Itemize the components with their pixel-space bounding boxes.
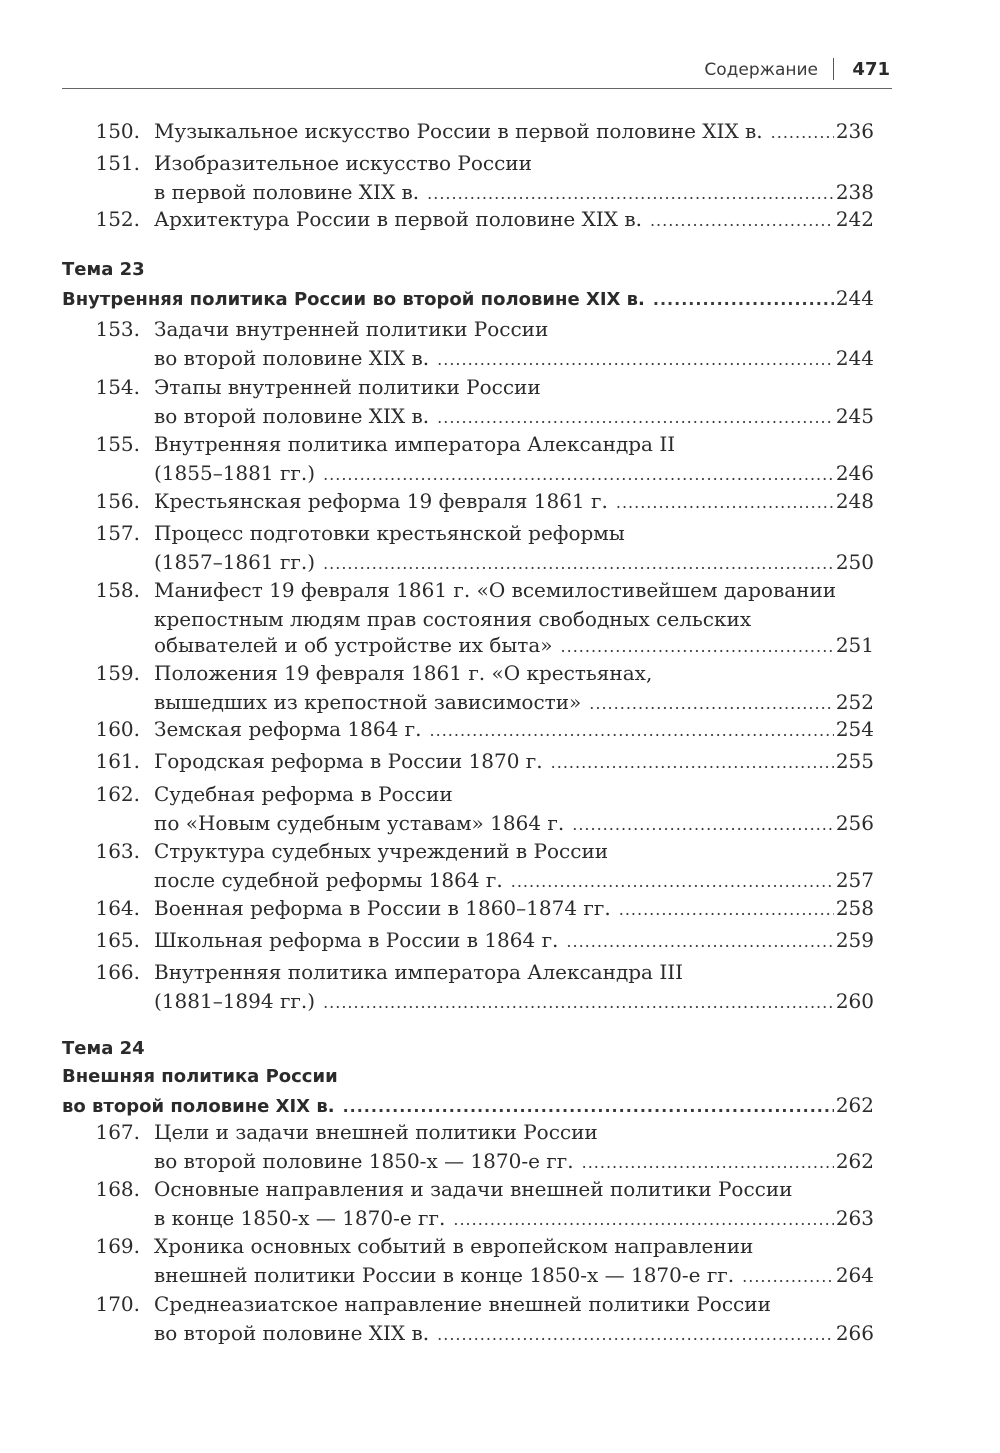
entry-number: 166. (95, 960, 140, 984)
header-separator (833, 58, 834, 80)
running-header (0, 56, 890, 88)
entry-title: внешней политики России в конце 1850-х — 1870-е гг. (154, 1263, 735, 1287)
entry-title-line (154, 345, 874, 373)
leader-dots (511, 869, 834, 895)
entry-title: Среднеазиатское направление внешней политики России (154, 1292, 771, 1316)
entry-title-line (154, 150, 874, 176)
entry-title: в конце 1850-х — 1870-е гг. (154, 1206, 446, 1230)
entry-title: во второй половине 1850-х — 1870-е гг. (154, 1149, 574, 1173)
entry-page-number: 250 (835, 550, 874, 574)
entry-title-line (154, 460, 874, 488)
leader-dots (742, 1264, 834, 1290)
entry-title-line (154, 206, 874, 234)
entry-page-number: 242 (835, 207, 874, 231)
topic-title-line (62, 1092, 874, 1120)
entry-number: 163. (95, 839, 140, 863)
entry-title-line (154, 1119, 874, 1145)
entry-title-line (154, 895, 874, 923)
entry-number: 167. (95, 1120, 140, 1144)
leader-dots (437, 405, 834, 431)
topic-title-text: Внешняя политика России (62, 1066, 338, 1087)
entry-title-line (154, 1233, 874, 1259)
entry-page-number: 263 (835, 1206, 874, 1230)
entry-number: 164. (95, 896, 140, 920)
entry-page-number: 251 (835, 633, 874, 657)
entry-number: 150. (95, 119, 140, 143)
topic-title-line (62, 1064, 762, 1090)
entry-title-line (154, 1291, 874, 1317)
entry-title-line (154, 520, 874, 546)
entry-title: Процесс подготовки крестьянской реформы (154, 521, 625, 545)
entry-title: Изобразительное искусство России (154, 151, 532, 175)
entry-title: (1857–1861 гг.) (154, 550, 316, 574)
entry-title-line (154, 781, 874, 807)
entry-title-line (154, 632, 874, 660)
entry-title: Хроника основных событий в европейском направлении (154, 1234, 754, 1258)
topic-title-line (62, 285, 874, 313)
entry-page-number: 260 (835, 989, 874, 1013)
entry-title: (1855–1881 гг.) (154, 461, 316, 485)
leader-dots (323, 551, 834, 577)
entry-title: во второй половине XIX в. (154, 404, 430, 428)
entry-number: 154. (95, 375, 140, 399)
entry-title: Школьная реформа в России в 1864 г. (154, 928, 559, 952)
entry-title-line (154, 179, 874, 207)
entry-number: 156. (95, 489, 140, 513)
entry-title-line (154, 403, 874, 431)
entry-title-line (154, 374, 874, 400)
entry-title: крепостным людям прав состояния свободных сельских (154, 607, 752, 631)
entry-page-number: 252 (835, 690, 874, 714)
entry-title-line (154, 118, 874, 146)
entry-page-number: 236 (835, 119, 874, 143)
entry-title-line (154, 1262, 874, 1290)
entry-title-line (154, 867, 874, 895)
entry-number: 159. (95, 661, 140, 685)
topic-title-text: Внутренняя политика России во второй половине XIX в. (62, 289, 645, 310)
entry-number: 168. (95, 1177, 140, 1201)
entry-number: 169. (95, 1234, 140, 1258)
entry-number: 157. (95, 521, 140, 545)
entry-title-line (154, 959, 874, 985)
leader-dots (323, 990, 834, 1016)
entry-title-line (154, 316, 874, 342)
leader-dots (453, 1207, 833, 1233)
topic-title-text: во второй половине XIX в. (62, 1096, 335, 1117)
entry-page-number: 244 (835, 346, 874, 370)
entry-number: 155. (95, 432, 140, 456)
entry-title: (1881–1894 гг.) (154, 989, 316, 1013)
entry-number: 153. (95, 317, 140, 341)
topic-label: Тема 24 (62, 1038, 145, 1059)
leader-dots (650, 208, 834, 234)
entry-title-line (154, 606, 874, 632)
entry-number: 160. (95, 717, 140, 741)
entry-page-number: 259 (835, 928, 874, 952)
entry-title: Внутренняя политика императора Александра III (154, 960, 684, 984)
entry-title: Основные направления и задачи внешней политики России (154, 1177, 793, 1201)
leader-dots (551, 750, 834, 776)
entry-number: 165. (95, 928, 140, 952)
entry-title: Земская реформа 1864 г. (154, 717, 422, 741)
entry-number: 151. (95, 151, 140, 175)
leader-dots (323, 462, 834, 488)
entry-page-number: 258 (835, 896, 874, 920)
entry-page-number: 264 (835, 1263, 874, 1287)
leader-dots (566, 929, 833, 955)
entry-title-line (154, 1205, 874, 1233)
page-number: 471 (852, 59, 890, 80)
entry-title: Задачи внутренней политики России (154, 317, 549, 341)
entry-title: вышедших из крепостной зависимости» (154, 690, 582, 714)
entry-title-line (154, 810, 874, 838)
entry-title: Судебная реформа в России (154, 782, 453, 806)
entry-title: обывателей и об устройстве их быта» (154, 633, 553, 657)
entry-title: во второй половине XIX в. (154, 346, 430, 370)
topic-label: Тема 23 (62, 259, 145, 280)
leader-dots (561, 634, 834, 660)
entry-title: Музыкальное искусство России в первой половине XIX в. (154, 119, 763, 143)
leader-dots (437, 1322, 834, 1348)
entry-title-line (154, 488, 874, 516)
entry-title: Этапы внутренней политики России (154, 375, 541, 399)
entry-number: 170. (95, 1292, 140, 1316)
entry-title-line (154, 927, 874, 955)
entry-title: Военная реформа в России в 1860–1874 гг. (154, 896, 611, 920)
entry-title-line (154, 748, 874, 776)
entry-page-number: 254 (835, 717, 874, 741)
leader-dots (653, 287, 834, 313)
leader-dots (619, 897, 834, 923)
leader-dots (343, 1094, 834, 1120)
entry-page-number: 245 (835, 404, 874, 428)
entry-title: Цели и задачи внешней политики России (154, 1120, 598, 1144)
topic-page-number: 262 (835, 1093, 874, 1117)
leader-dots (437, 347, 834, 373)
entry-page-number: 255 (835, 749, 874, 773)
entry-title: Манифест 19 февраля 1861 г. «О всемилостивейшем даровании (154, 578, 837, 602)
entry-title-line (154, 549, 874, 577)
entry-title-line (154, 1176, 874, 1202)
entry-title-line (154, 1320, 874, 1348)
entry-number: 162. (95, 782, 140, 806)
entry-title-line (154, 988, 874, 1016)
entry-title: Внутренняя политика императора Александра II (154, 432, 676, 456)
entry-title-line (154, 716, 874, 744)
entry-title: Положения 19 февраля 1861 г. «О крестьянах, (154, 661, 653, 685)
entry-title-line (154, 577, 874, 603)
leader-dots (616, 490, 834, 516)
entry-title-line (154, 1148, 874, 1176)
entry-title-line (154, 689, 874, 717)
entry-title-line (154, 838, 874, 864)
leader-dots (572, 812, 834, 838)
entry-title-line (154, 431, 874, 457)
entry-page-number: 238 (835, 180, 874, 204)
entry-title: после судебной реформы 1864 г. (154, 868, 503, 892)
leader-dots (771, 120, 834, 146)
entry-page-number: 246 (835, 461, 874, 485)
leader-dots (582, 1150, 834, 1176)
running-header-title: Содержание (704, 60, 818, 80)
entry-title: Архитектура России в первой половине XIX в. (154, 207, 642, 231)
entry-title: в первой половине XIX в. (154, 180, 420, 204)
entry-title: по «Новым судебным уставам» 1864 г. (154, 811, 565, 835)
entry-title: Структура судебных учреждений в России (154, 839, 609, 863)
header-rule (62, 88, 892, 89)
entry-title: Городская реформа в России 1870 г. (154, 749, 543, 773)
entry-page-number: 262 (835, 1149, 874, 1173)
entry-page-number: 256 (835, 811, 874, 835)
topic-page-number: 244 (835, 286, 874, 310)
entry-title-line (154, 660, 874, 686)
leader-dots (589, 691, 834, 717)
leader-dots (430, 718, 834, 744)
entry-number: 161. (95, 749, 140, 773)
entry-number: 152. (95, 207, 140, 231)
entry-number: 158. (95, 578, 140, 602)
entry-title: во второй половине XIX в. (154, 1321, 430, 1345)
entry-page-number: 257 (835, 868, 874, 892)
leader-dots (427, 181, 834, 207)
entry-page-number: 248 (835, 489, 874, 513)
entry-page-number: 266 (835, 1321, 874, 1345)
entry-title: Крестьянская реформа 19 февраля 1861 г. (154, 489, 608, 513)
